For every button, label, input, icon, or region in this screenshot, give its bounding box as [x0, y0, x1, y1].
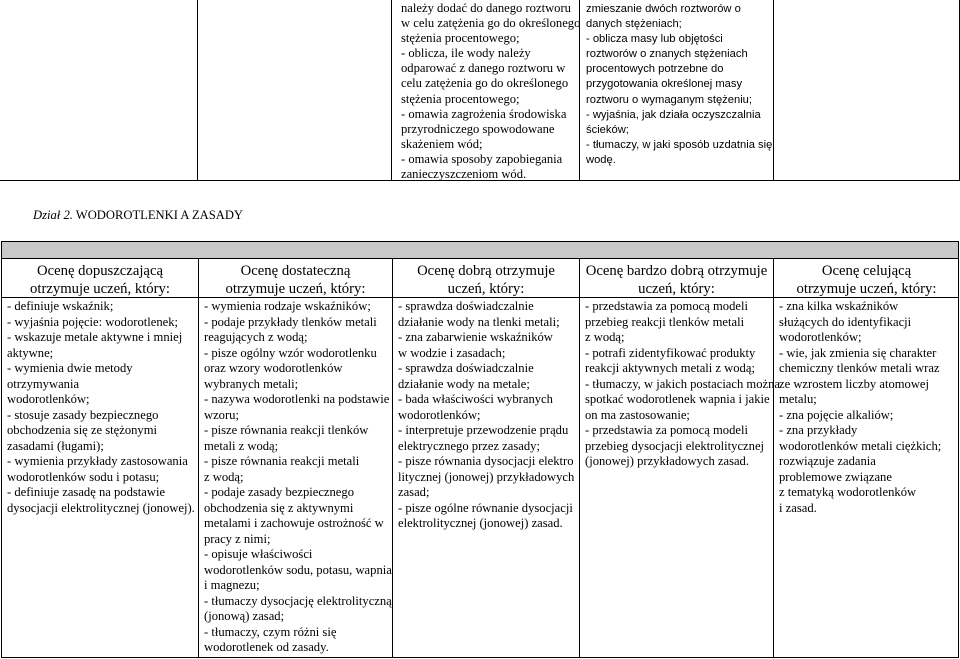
- text-line: elektrycznego przez zasady;: [398, 438, 540, 453]
- text-line: - tłumaczy, w jakich postaciach można: [585, 376, 781, 391]
- text-line: oraz wzory wodorotlenków: [204, 361, 343, 375]
- text-line: rozwiązuje zadania: [779, 454, 876, 468]
- column-header-line: Ocenę dobrą otrzymuje: [417, 263, 555, 279]
- column-header-line: otrzymuje uczeń, który:: [225, 281, 366, 297]
- column-body: [7, 299, 197, 516]
- text-line: litycznej (jonowej) przykładowych: [398, 469, 575, 484]
- text-line: - wymienia przykłady zastosowania: [7, 454, 188, 468]
- text-line: obchodzenia się ze stężonymi: [7, 423, 158, 437]
- column-header: [774, 259, 959, 298]
- text-line: roztworów o znanych stężeniach: [586, 48, 748, 61]
- text-line: dysocjacji elektrolitycznej (jonowej).: [7, 500, 195, 515]
- text-line: wodę.: [586, 153, 616, 166]
- text-line: - interpretuje przewodzenie prądu: [398, 423, 569, 437]
- text-line: wodorotlenków sodu i potasu;: [7, 469, 160, 484]
- column-header: [2, 259, 198, 298]
- text-line: - pisze równania dysocjacji elektro: [398, 454, 574, 468]
- section-title: [33, 207, 243, 223]
- text-line: - pisze równania reakcji metali: [204, 454, 360, 468]
- text-line: skażeniem wód;: [401, 136, 483, 151]
- column-header-line: uczeń, który:: [638, 281, 715, 297]
- text-line: działanie wody na metale;: [398, 376, 530, 391]
- text-line: - podaje zasady bezpiecznego: [204, 485, 354, 499]
- prev-table-col-3-text: [401, 1, 581, 182]
- text-line: wodorotlenek od zasady.: [204, 640, 329, 654]
- prev-table-col-5: [773, 0, 960, 181]
- column-celujaca: [773, 259, 959, 657]
- text-line: stężenia procentowego;: [401, 31, 520, 46]
- text-line: służących do identyfikacji: [779, 314, 912, 329]
- text-line: - omawia zagrożenia środowiska: [401, 106, 567, 121]
- text-line: - sprawdza doświadczalnie: [398, 361, 534, 375]
- prev-table-col-2: [197, 0, 391, 181]
- text-line: wodorotlenków metali ciężkich;: [779, 438, 942, 453]
- text-line: - definiuje wskaźnik;: [7, 299, 114, 313]
- text-line: - zna kilka wskaźników: [779, 299, 899, 313]
- grading-table: [1, 258, 959, 658]
- text-line: (jonową) zasad;: [204, 609, 285, 623]
- text-line: wodorotlenków sodu, potasu, wapnia: [204, 562, 392, 577]
- text-line: w wodzie i zasadach;: [398, 345, 506, 360]
- column-header-line: Ocenę dopuszczającą: [37, 263, 163, 279]
- text-line: - tłumaczy, czym różni się: [204, 624, 337, 639]
- text-line: zanieczyszczeniom wód.: [401, 167, 527, 182]
- previous-section-table: [0, 0, 960, 181]
- text-line: pracy z nimi;: [204, 531, 271, 546]
- text-line: przebieg dysocjacji elektrolitycznej: [585, 438, 765, 453]
- text-line: - przedstawia za pomocą modeli: [585, 423, 748, 437]
- text-line: reakcji aktywnych metali z wodą;: [585, 361, 755, 375]
- column-header-line: Ocenę bardzo dobrą otrzymuje: [585, 263, 768, 279]
- column-body: [204, 299, 392, 656]
- column-header: [580, 259, 773, 298]
- text-line: zasadami (ługami);: [7, 438, 104, 453]
- text-line: wodorotlenków;: [398, 407, 481, 422]
- text-line: problemowe związane: [779, 469, 892, 484]
- text-line: z wodą;: [585, 330, 625, 344]
- text-line: - przedstawia za pomocą modeli: [585, 299, 748, 313]
- text-line: wybranych metali;: [204, 376, 299, 391]
- text-line: - wie, jak zmienia się charakter: [779, 345, 937, 360]
- text-line: ze wzrostem liczby atomowej: [779, 376, 930, 391]
- text-line: - tłumaczy dysocjację elektrolityczną: [204, 593, 392, 608]
- text-line: metalu;: [779, 392, 817, 406]
- text-line: przyrodniczego spowodowane: [401, 121, 555, 136]
- text-line: - zna przykłady: [779, 423, 858, 437]
- text-line: z wodą;: [204, 469, 244, 484]
- column-header-line: Ocenę celującą: [821, 263, 912, 279]
- text-line: - potrafi zidentyfikować produkty: [585, 345, 756, 360]
- text-line: metalami i zachowuje ostrożność w: [204, 516, 384, 530]
- prev-table-col-4-text: [586, 2, 772, 168]
- table-header-bar: [1, 241, 959, 258]
- text-line: reagujących z wodą;: [204, 330, 308, 344]
- text-line: - podaje przykłady tlenków metali: [204, 314, 377, 329]
- text-line: - pisze równania reakcji tlenków: [204, 423, 369, 437]
- text-line: otrzymywania: [7, 376, 80, 391]
- text-line: (jonowej) przykładowych zasad.: [585, 454, 750, 468]
- text-line: - opisuje właściwości: [204, 547, 313, 561]
- text-line: w celu zatężenia go do określonego: [401, 16, 581, 31]
- text-line: obchodzenia się z aktywnymi: [204, 500, 354, 515]
- column-header: [393, 259, 579, 298]
- text-line: procentowych potrzebne do: [586, 63, 724, 76]
- text-line: - bada właściwości wybranych: [398, 392, 553, 406]
- text-line: danych stężeniach;: [586, 18, 682, 31]
- text-line: z tematyką wodorotlenków: [779, 485, 917, 499]
- column-header-line: Ocenę dostateczną: [240, 263, 351, 279]
- text-line: zasad;: [398, 485, 430, 499]
- text-line: - sprawdza doświadczalnie: [398, 299, 534, 313]
- text-line: - oblicza, ile wody należy: [401, 46, 531, 61]
- text-line: należy dodać do danego roztworu: [401, 1, 571, 15]
- text-line: stężenia procentowego;: [401, 91, 520, 106]
- text-line: - nazywa wodorotlenki na podstawie: [204, 392, 390, 406]
- text-line: - wyjaśnia pojęcie: wodorotlenek;: [7, 314, 179, 329]
- text-line: zmieszanie dwóch roztworów o: [586, 3, 741, 15]
- text-line: - wymienia dwie metody: [7, 361, 133, 375]
- text-line: wodorotlenków;: [7, 392, 90, 406]
- prev-table-col-1: [0, 0, 197, 181]
- column-dobra: [392, 259, 579, 657]
- column-dostateczna: [198, 259, 392, 657]
- text-line: - omawia sposoby zapobiegania: [401, 151, 563, 166]
- column-dopuszczajaca: [2, 259, 198, 657]
- prev-table-col-3: [391, 0, 579, 181]
- text-line: - pisze ogólne równanie dysocjacji: [398, 500, 573, 515]
- text-line: metali z wodą;: [204, 438, 279, 453]
- column-body: [585, 299, 781, 470]
- section-number: Dział 2.: [33, 208, 73, 222]
- text-line: - zna zabarwienie wskaźników: [398, 330, 553, 344]
- column-body: [398, 299, 579, 532]
- text-line: - definiuje zasadę na podstawie: [7, 485, 166, 499]
- text-line: i magnezu;: [204, 578, 260, 592]
- text-line: - wyjaśnia, jak działa oczyszczalnia: [586, 108, 761, 121]
- text-line: spotkać wodorotlenek wapnia i jakie: [585, 392, 770, 406]
- text-line: - stosuje zasady bezpiecznego: [7, 407, 159, 422]
- text-line: chemiczny tlenków metali wraz: [779, 361, 940, 375]
- text-line: - wskazuje metale aktywne i mniej: [7, 330, 183, 344]
- text-line: wodorotlenków;: [779, 330, 862, 344]
- text-line: aktywne;: [7, 345, 54, 360]
- column-header-line: otrzymuje uczeń, który:: [30, 281, 170, 297]
- text-line: - wymienia rodzaje wskaźników;: [204, 299, 371, 313]
- text-line: - tłumaczy, w jaki sposób uzdatnia się: [586, 138, 773, 151]
- section-name: WODOROTLENKI A ZASADY: [72, 208, 244, 222]
- column-header-line: uczeń, który:: [447, 281, 525, 297]
- text-line: odparować z danego roztworu w: [401, 61, 566, 76]
- text-line: - pisze ogólny wzór wodorotlenku: [204, 345, 377, 360]
- text-line: wzoru;: [204, 407, 239, 422]
- prev-table-col-4: [579, 0, 773, 181]
- text-line: celu zatężenia go do określonego: [401, 76, 569, 91]
- column-header-line: otrzymuje uczeń, który:: [796, 281, 937, 297]
- column-body: [779, 299, 959, 516]
- column-header: [199, 259, 392, 298]
- text-line: przygotowania określonej masy: [586, 78, 743, 91]
- text-line: - zna pojęcie alkaliów;: [779, 407, 894, 422]
- text-line: działanie wody na tlenki metali;: [398, 314, 560, 329]
- text-line: roztworu o wymaganym stężeniu;: [586, 93, 753, 106]
- column-bardzo-dobra: [579, 259, 781, 657]
- text-line: i zasad.: [779, 500, 817, 515]
- text-line: - oblicza masy lub objętości: [586, 33, 723, 46]
- text-line: on ma zastosowanie;: [585, 407, 690, 422]
- text-line: ścieków;: [586, 123, 629, 136]
- text-line: przebieg reakcji tlenków metali: [585, 314, 745, 329]
- text-line: elektrolitycznej (jonowej) zasad.: [398, 516, 563, 530]
